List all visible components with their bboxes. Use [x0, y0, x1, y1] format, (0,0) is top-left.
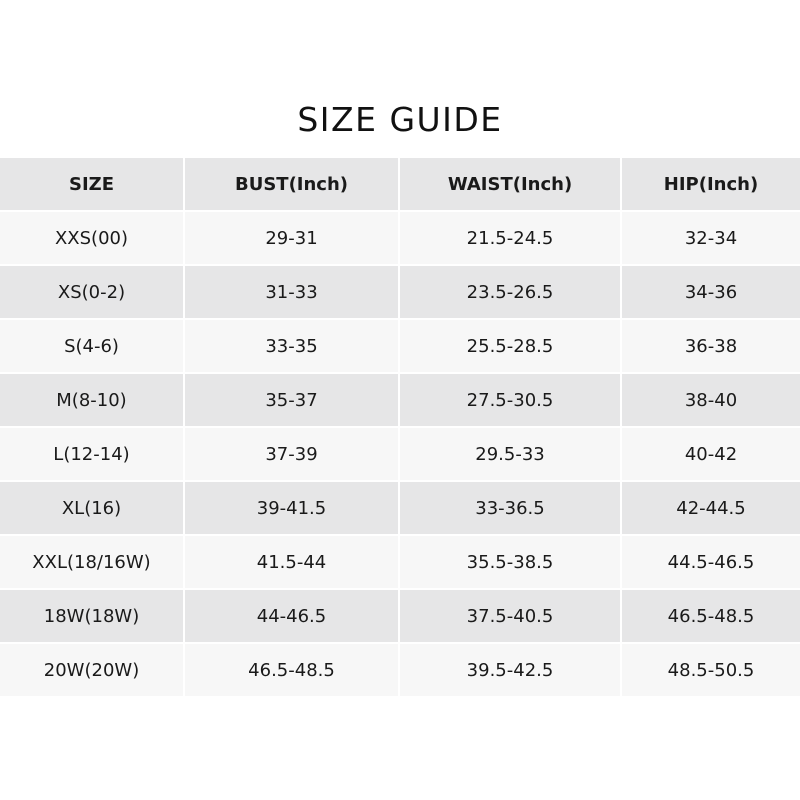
page-title: SIZE GUIDE — [297, 100, 503, 139]
bust-cell: 35-37 — [185, 374, 400, 426]
waist-cell: 29.5-33 — [400, 428, 622, 480]
waist-cell: 37.5-40.5 — [400, 590, 622, 642]
size-cell: XXS(00) — [0, 212, 185, 264]
size-table — [0, 158, 800, 696]
bust-cell: 33-35 — [185, 320, 400, 372]
bust-cell: 31-33 — [185, 266, 400, 318]
waist-cell: 39.5-42.5 — [400, 644, 622, 696]
column-header-waist: WAIST(Inch) — [400, 158, 622, 210]
hip-cell: 32-34 — [622, 212, 800, 264]
waist-cell: 21.5-24.5 — [400, 212, 622, 264]
column-header-size: SIZE — [0, 158, 185, 210]
size-cell: M(8-10) — [0, 374, 185, 426]
hip-cell: 42-44.5 — [622, 482, 800, 534]
column-header-bust: BUST(Inch) — [185, 158, 400, 210]
bust-cell: 44-46.5 — [185, 590, 400, 642]
waist-cell: 33-36.5 — [400, 482, 622, 534]
hip-cell: 46.5-48.5 — [622, 590, 800, 642]
hip-cell: 38-40 — [622, 374, 800, 426]
hip-cell: 40-42 — [622, 428, 800, 480]
size-cell: XS(0-2) — [0, 266, 185, 318]
waist-cell: 35.5-38.5 — [400, 536, 622, 588]
hip-cell: 44.5-46.5 — [622, 536, 800, 588]
size-cell: S(4-6) — [0, 320, 185, 372]
hip-cell: 48.5-50.5 — [622, 644, 800, 696]
column-header-hip: HIP(Inch) — [622, 158, 800, 210]
hip-cell: 34-36 — [622, 266, 800, 318]
waist-cell: 25.5-28.5 — [400, 320, 622, 372]
waist-cell: 27.5-30.5 — [400, 374, 622, 426]
hip-cell: 36-38 — [622, 320, 800, 372]
size-cell: 18W(18W) — [0, 590, 185, 642]
size-cell: XXL(18/16W) — [0, 536, 185, 588]
bust-cell: 39-41.5 — [185, 482, 400, 534]
bust-cell: 29-31 — [185, 212, 400, 264]
waist-cell: 23.5-26.5 — [400, 266, 622, 318]
bust-cell: 37-39 — [185, 428, 400, 480]
size-cell: 20W(20W) — [0, 644, 185, 696]
bust-cell: 41.5-44 — [185, 536, 400, 588]
size-cell: L(12-14) — [0, 428, 185, 480]
size-cell: XL(16) — [0, 482, 185, 534]
bust-cell: 46.5-48.5 — [185, 644, 400, 696]
